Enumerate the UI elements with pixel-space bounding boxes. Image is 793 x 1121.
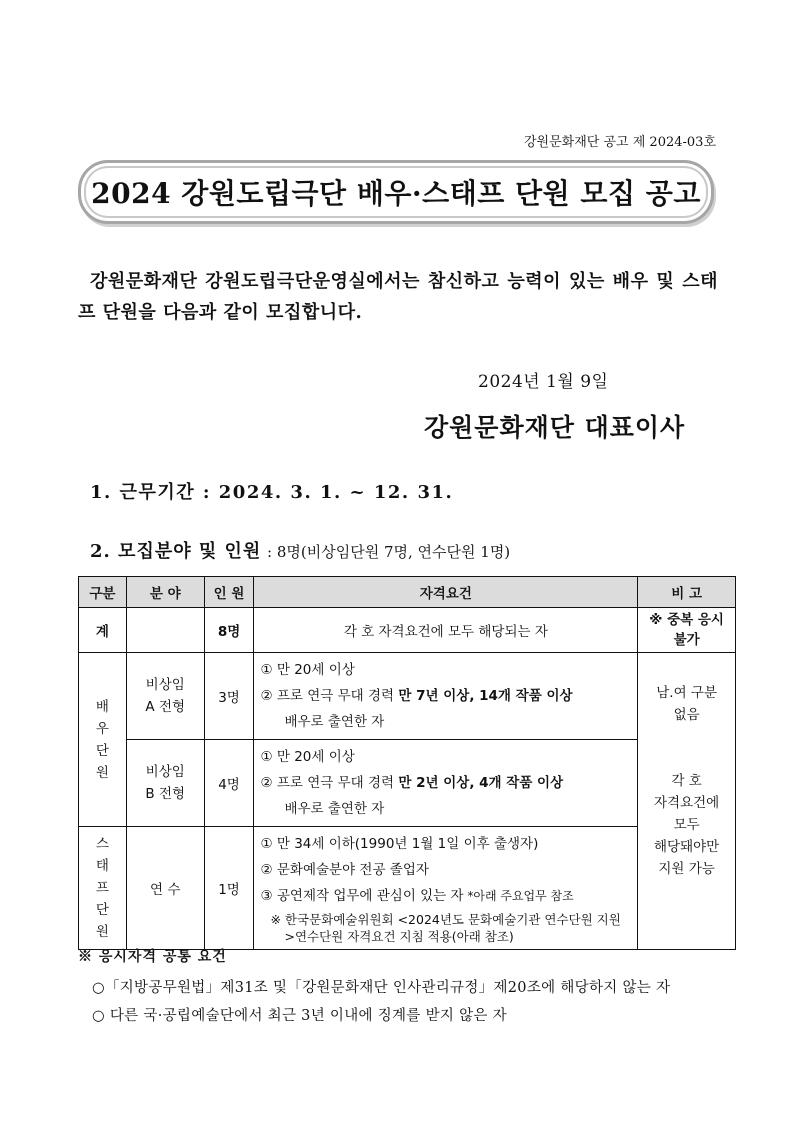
req-c-3-small: *아래 주요업무 참조 xyxy=(463,889,574,903)
field-a xyxy=(126,653,204,740)
field-c: 연 수 xyxy=(126,827,204,950)
group-staff-char: 원 xyxy=(95,924,109,940)
remark-gender-line1: 남.여 구분 xyxy=(656,685,717,701)
req-b-1: ① 만 20세 이상 xyxy=(260,749,355,765)
notice-number: 강원문화재단 공고 제 2024-03호 xyxy=(524,135,716,150)
header-field: 분 야 xyxy=(126,577,204,608)
table-header-row xyxy=(79,577,736,608)
req-c-3 xyxy=(260,883,631,909)
req-c-2: ② 문화예술분야 전공 졸업자 xyxy=(260,862,429,878)
field-b-line1: 비상임 xyxy=(145,764,185,780)
common-requirements-title: ※ 응시자격 공통 요건 xyxy=(78,949,227,965)
group-staff xyxy=(79,827,127,950)
count-a: 3명 xyxy=(204,653,254,740)
req-c-note: ※ 한국문화예술위원회 <2024년도 문화예술기관 연수단원 지원>연수단원 자격요건 지침 적용(아래 참조) xyxy=(270,912,621,944)
field-b xyxy=(126,740,204,827)
table-row-staff xyxy=(79,827,736,950)
field-b-line2: B 전형 xyxy=(145,786,186,802)
req-c-1: ① 만 34세 이하(1990년 1월 1일 이후 출생자) xyxy=(260,836,539,852)
group-staff-char: 프 xyxy=(95,880,109,896)
count-b: 4명 xyxy=(204,740,254,827)
header-remark: 비 고 xyxy=(638,577,736,608)
header-requirement: 자격요건 xyxy=(254,577,638,608)
header-category: 구분 xyxy=(79,577,127,608)
section-recruitment xyxy=(90,537,510,563)
total-count: 8명 xyxy=(204,608,254,653)
requirement-b xyxy=(254,740,638,827)
group-staff-char: 태 xyxy=(95,858,109,874)
field-a-line2: A 전형 xyxy=(145,699,186,715)
total-remark-line1: ※ 중복 응시 xyxy=(649,612,724,628)
req-b-2-bold: 만 2년 이상, 4개 작품 이상 xyxy=(398,775,564,791)
group-staff-char: 단 xyxy=(95,902,109,918)
req-a-2 xyxy=(260,683,631,709)
intro-paragraph xyxy=(78,266,718,328)
remark-all-line: 모두 xyxy=(673,817,700,833)
remark-all-line: 각 호 xyxy=(671,773,702,789)
req-a-2-bold: 만 7년 이상, 14개 작품 이상 xyxy=(398,688,573,704)
remark-merged xyxy=(638,653,736,950)
req-b-2-cont: 배우로 출연한 자 xyxy=(284,801,385,817)
intro-text: 강원문화재단 강원도립극단운영실에서는 참신하고 능력이 있는 배우 및 스태프 단원을 다음과 같이 모집합니다. xyxy=(78,271,718,323)
group-actor-char: 배 xyxy=(95,698,109,715)
req-b-2 xyxy=(260,770,631,796)
remark-all-line: 해당돼야만 xyxy=(654,839,720,855)
total-label: 계 xyxy=(79,608,127,653)
signer: 강원문화재단 대표이사 xyxy=(424,413,686,442)
remark-all-line: 지원 가능 xyxy=(658,861,715,877)
req-a-1: ① 만 20세 이상 xyxy=(260,662,355,678)
page-title: 2024 강원도립극단 배우·스태프 단원 모집 공고 xyxy=(91,177,701,210)
requirement-a xyxy=(254,653,638,740)
total-remark xyxy=(638,608,736,653)
req-a-2-plain: ② 프로 연극 무대 경력 xyxy=(260,688,399,704)
requirement-c xyxy=(254,827,638,950)
common-requirement-item: ○「지방공무원법」제31조 및「강원문화재단 인사관리규정」제20조에 해당하지 않는 자 xyxy=(92,980,671,996)
total-remark-line2: 불가 xyxy=(673,632,700,648)
section-recruitment-heading: 2. 모집분야 및 인원 xyxy=(90,541,262,562)
remark-all-line: 자격요건에 xyxy=(654,795,720,811)
group-actor-char: 원 xyxy=(95,764,109,781)
group-actor-char: 단 xyxy=(95,742,109,759)
title-box xyxy=(78,160,714,224)
table-row-total xyxy=(79,608,736,653)
table-row-actor-a xyxy=(79,653,736,740)
total-field xyxy=(126,608,204,653)
count-c: 1명 xyxy=(204,827,254,950)
group-actor-char: 우 xyxy=(95,720,109,737)
section-work-period: 1. 근무기간 : 2024. 3. 1. ~ 12. 31. xyxy=(90,482,454,503)
section-recruitment-detail: : 8명(비상임단원 7명, 연수단원 1명) xyxy=(267,543,511,561)
req-b-2-plain: ② 프로 연극 무대 경력 xyxy=(260,775,399,791)
remark-gender-line2: 없음 xyxy=(673,707,700,723)
notice-date: 2024년 1월 9일 xyxy=(478,372,609,392)
group-actor xyxy=(79,653,127,827)
total-requirement: 각 호 자격요건에 모두 해당되는 자 xyxy=(254,608,638,653)
table-row-actor-b xyxy=(79,740,736,827)
req-c-3-text: ③ 공연제작 업무에 관심이 있는 자 xyxy=(260,888,464,904)
field-a-line1: 비상임 xyxy=(145,677,185,693)
group-staff-char: 스 xyxy=(95,836,109,852)
req-a-2-cont: 배우로 출연한 자 xyxy=(284,714,385,730)
recruitment-table xyxy=(78,576,736,950)
common-requirement-item: ○ 다른 국·공립예술단에서 최근 3년 이내에 징계를 받지 않은 자 xyxy=(92,1008,507,1024)
header-count: 인 원 xyxy=(204,577,254,608)
